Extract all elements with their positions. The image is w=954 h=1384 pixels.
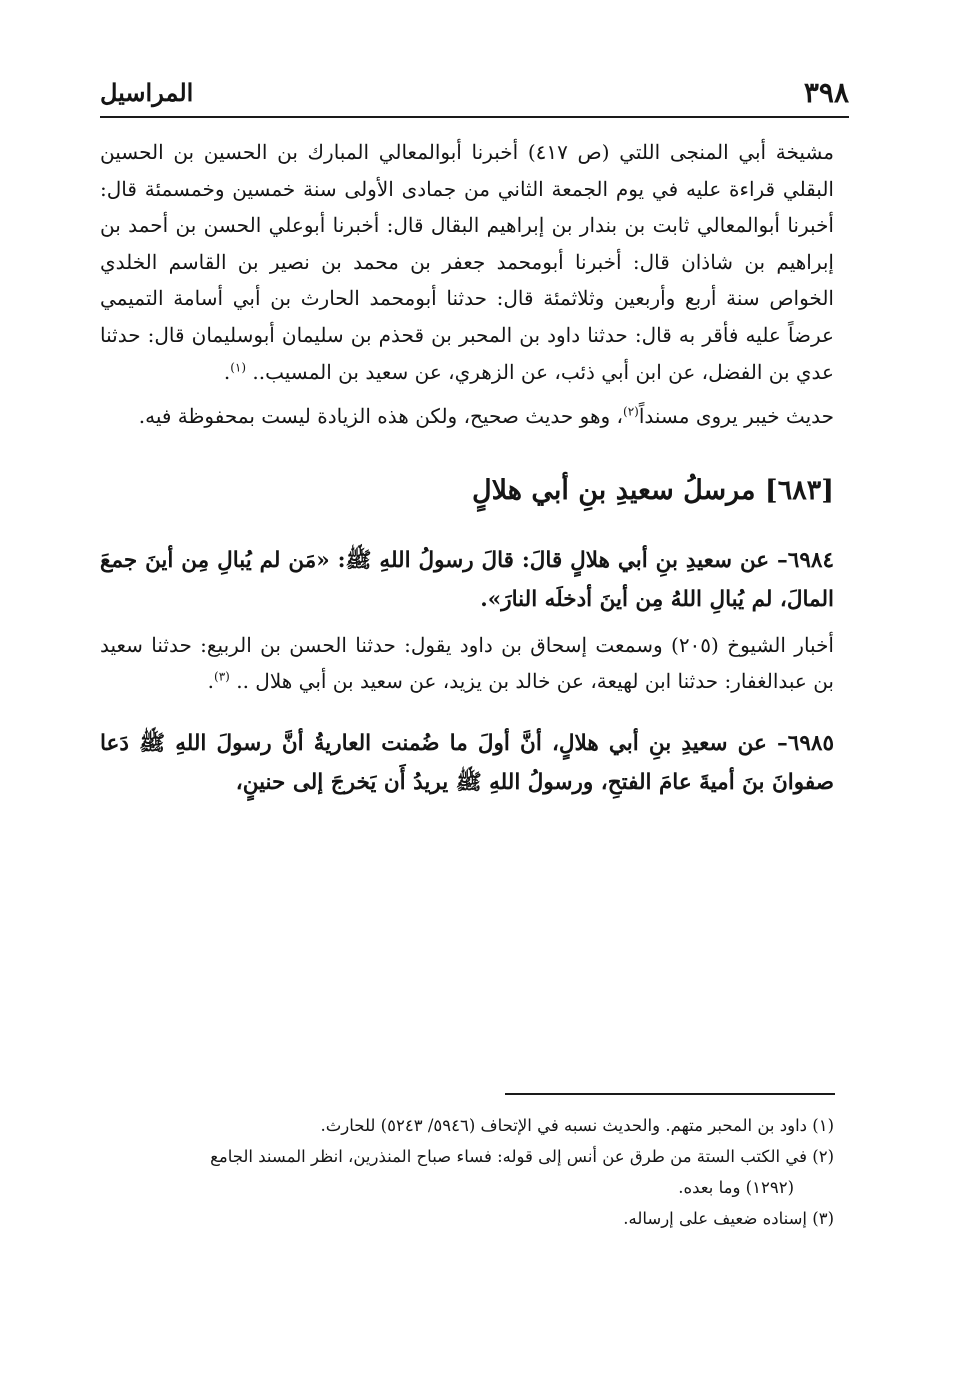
section-title: [٦٨٣] مرسلُ سعيدِ بنِ أبي هلالٍ (471, 474, 834, 506)
footnote-2-continued: (١٢٩٢) وما بعده. (678, 1178, 794, 1197)
footnote-3: (٣) إسناده ضعيف على إرساله. (623, 1209, 834, 1228)
comment-text-end: ، وهو حديث صحيح، ولكن هذه الزيادة ليست بمحفوظة فيه. (138, 404, 623, 429)
hadith-6985: ٦٩٨٥– عن سعيدِ بنِ أبي هلالٍ، أنَّ أولَ ما ضُمنت العاريةُ أنَّ رسولَ اللهِ ﷺ دَعا صفوانَ بنَ أميةَ عامَ الفتحِ، ورسولُ اللهِ ﷺ يريدُ أَن يَخرجَ إلى حنينٍ، (100, 730, 834, 795)
isnad-text: مشيخة أبي المنجى اللتي (ص ٤١٧) أخبرنا أبوالمعالي المبارك بن الحسين بن الحسين البقلي قراءة عليه في يوم الجمعة الثاني من جمادى الأولى سنة خمسين وخمسمئة قال: أخبرنا أبوالمعالي ثابت بن بندار بن إبراهيم البقال قال: أخبرنا أبوعلي الحسن بن أحمد بن إبراهيم بن شاذان قال: أخبرنا أبومحمد جعفر بن محمد بن نصير بن القاسم الخلدي الخواص سنة أربع وأربعين وثلاثمئة قال: حدثنا أبومحمد الحارث بن أبي أسامة التميمي عرضاً عليه فأقر به قال: حدثنا داود بن المحبر بن قحذم بن سليمان أبوسليمان قال: حدثنا عدي بن الفضل، عن ابن أبي ذئب، عن الزهري، عن سعيد بن المسيب.. (100, 140, 834, 384)
footnote-2: (٢) في الكتب الستة من طرق عن أنس إلى قوله: فساء صباح المنذرين، انظر المسند الجامع (210, 1147, 834, 1166)
footnote-1: (١) داود بن المحبر متهم. والحديث نسبه في الإتحاف (٥٩٤٦/ ٥٢٤٣) للحارث. (320, 1116, 834, 1135)
comment-paragraph (100, 398, 834, 435)
page-body (100, 134, 834, 802)
footnote-ref-3: (٣) (214, 669, 230, 684)
footnote-ref-2: (٢) (623, 404, 639, 419)
isnad-paragraph (100, 134, 834, 390)
isnad-end: . (223, 359, 231, 384)
footnote-ref-1: (١) (230, 359, 247, 374)
page-number: ٣٩٨ (803, 76, 849, 109)
footnote-separator (505, 1093, 835, 1095)
running-title: المراسيل (100, 78, 194, 107)
footnotes (100, 1110, 834, 1234)
sources-text: أخبار الشيوخ (٢٠٥) وسمعت إسحاق بن داود يقول: حدثنا الحسن بن الربيع: حدثنا سعيد بن عبدالغفار: حدثنا ابن لهيعة، عن خالد بن يزيد، عن سعيد بن أبي هلال .. (100, 632, 834, 694)
sources-end: . (207, 669, 215, 694)
comment-text-start: حديث خيبر يروى مسنداً (638, 404, 834, 429)
page-header (100, 72, 849, 118)
sources-paragraph (100, 627, 834, 700)
hadith-6984: ٦٩٨٤– عن سعيدِ بنِ أبي هلالٍ قالَ: قالَ رسولُ اللهِ ﷺ: «مَن لم يُبالِ مِن أينَ جمعَ المالَ، لم يُبالِ اللهُ مِن أينَ أدخلَه النارَ». (100, 547, 834, 612)
